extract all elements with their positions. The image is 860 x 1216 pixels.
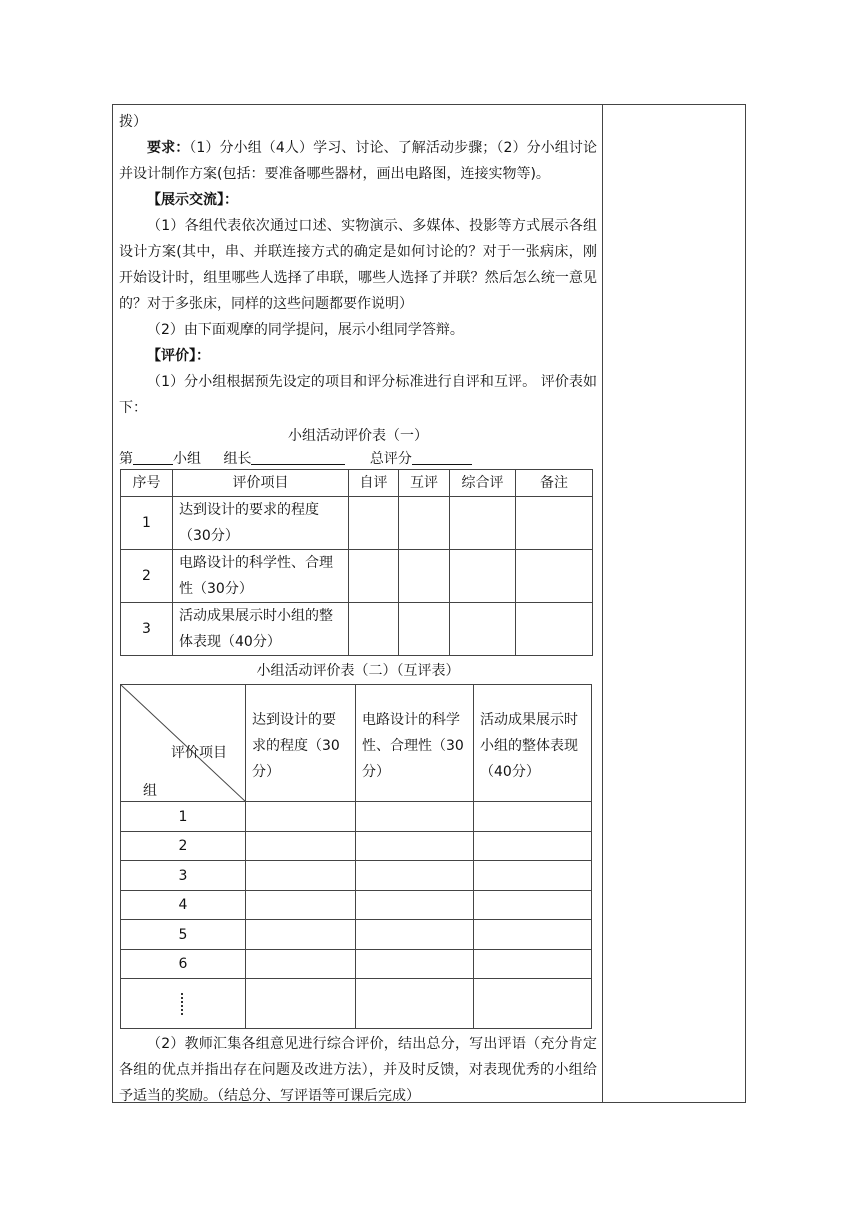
table-row	[121, 802, 592, 832]
score-cell[interactable]	[246, 832, 356, 861]
group-number: 3	[121, 861, 246, 891]
display-paragraph-2: （2）由下面观摩的同学提问，展示小组同学答辩。	[147, 322, 464, 338]
leader-blank	[251, 450, 345, 465]
group-number: 6	[121, 950, 246, 979]
requirement-paragraph	[119, 135, 597, 187]
score-cell[interactable]	[246, 861, 356, 891]
score-cell[interactable]	[356, 861, 474, 891]
remarks-cell[interactable]	[516, 550, 593, 603]
display-paragraph-1: （1）各组代表依次通过口述、实物演示、多媒体、投影等方式展示各组设计方案(其中，串、并联连接方式的确定是如何讨论的？对于一张病床，刚开始设计时，组里哪些人选择了串联，哪些人选择了并联？然后怎么统一意见的？对于多张床，同样的这些问题都要作说明）	[119, 218, 597, 312]
row-number: 1	[121, 497, 173, 550]
overall-cell[interactable]	[450, 603, 516, 656]
corner-top-label: 评价项目	[171, 745, 227, 761]
row-item: 活动成果展示时小组的整体表现（40分）	[173, 603, 349, 656]
score-cell[interactable]	[474, 861, 592, 891]
score-cell[interactable]	[246, 891, 356, 920]
score-cell[interactable]	[474, 950, 592, 979]
table2-title: 小组活动评价表（二）（互评表）	[256, 663, 460, 679]
score-cell[interactable]	[246, 802, 356, 832]
meta-prefix: 第	[119, 451, 133, 467]
table-row	[121, 497, 593, 550]
vertical-ellipsis-icon	[181, 993, 185, 1015]
score-cell[interactable]	[474, 802, 592, 832]
peer-cell[interactable]	[399, 550, 450, 603]
group-number: 1	[121, 802, 246, 832]
table-row	[121, 979, 592, 1029]
score-cell[interactable]	[246, 979, 356, 1029]
group-number: 2	[121, 832, 246, 861]
header-remarks: 备注	[516, 470, 593, 497]
lesson-plan-table	[112, 104, 746, 1103]
total-score-blank	[412, 450, 472, 465]
column-divider	[602, 105, 603, 1102]
meta-total-label: 总评分	[369, 451, 412, 467]
peer-cell[interactable]	[399, 497, 450, 550]
requirement-label: 要求：	[147, 140, 190, 156]
group-number-blank	[133, 450, 173, 465]
score-cell[interactable]	[356, 979, 474, 1029]
table1-meta-line	[119, 449, 597, 469]
score-cell[interactable]	[356, 950, 474, 979]
table-row	[121, 920, 592, 950]
score-cell[interactable]	[474, 979, 592, 1029]
display-heading: 【展示交流】：	[147, 192, 238, 208]
header-item: 评价项目	[173, 470, 349, 497]
remarks-cell[interactable]	[516, 497, 593, 550]
self-cell[interactable]	[349, 550, 399, 603]
evaluation-table-2	[120, 684, 592, 1029]
group-number: 5	[121, 920, 246, 950]
evaluation-heading: 【评价】：	[147, 348, 210, 364]
group-number: 4	[121, 891, 246, 920]
row-number: 2	[121, 550, 173, 603]
table-row	[121, 603, 593, 656]
table1-title: 小组活动评价表（一）	[288, 428, 428, 444]
evaluation-paragraph-1: （1）分小组根据预先设定的项目和评分标准进行自评和互评。 评价表如下：	[119, 374, 597, 416]
score-cell[interactable]	[356, 891, 474, 920]
row-item: 达到设计的要求的程度（30分）	[173, 497, 349, 550]
peer-cell[interactable]	[399, 603, 450, 656]
table2-header-row	[121, 685, 592, 802]
header-self: 自评	[349, 470, 399, 497]
overall-cell[interactable]	[450, 497, 516, 550]
header-overall: 综合评	[450, 470, 516, 497]
self-cell[interactable]	[349, 497, 399, 550]
table-row	[121, 832, 592, 861]
evaluation-table-1	[120, 469, 593, 656]
header-criterion-1: 达到设计的要求的程度（30分）	[246, 685, 356, 802]
row-number: 3	[121, 603, 173, 656]
header-criterion-2: 电路设计的科学性、合理性（30分）	[356, 685, 474, 802]
continuation-text: 拨）	[119, 114, 147, 130]
table-row	[121, 861, 592, 891]
self-cell[interactable]	[349, 603, 399, 656]
ellipsis-cell	[121, 979, 246, 1029]
table-row	[121, 550, 593, 603]
score-cell[interactable]	[474, 920, 592, 950]
table-row	[121, 891, 592, 920]
header-no: 序号	[121, 470, 173, 497]
score-cell[interactable]	[474, 891, 592, 920]
lesson-content	[119, 105, 597, 1109]
requirement-text: （1）分小组（4人）学习、讨论、了解活动步骤；（2）分小组讨论并设计制作方案(包括：要准备哪些器材，画出电路图，连接实物等)。	[119, 140, 597, 182]
meta-group-label: 小组	[173, 451, 201, 467]
remarks-cell[interactable]	[516, 603, 593, 656]
score-cell[interactable]	[356, 832, 474, 861]
meta-leader-label: 组长	[223, 451, 252, 467]
row-item: 电路设计的科学性、合理性（30分）	[173, 550, 349, 603]
closing-paragraph: （2）教师汇集各组意见进行综合评价，结出总分，写出评语（充分肯定各组的优点并指出存在问题及改进方法），并及时反馈，对表现优秀的小组给予适当的奖励。（结总分、写评语等可课后完成）	[119, 1036, 597, 1104]
table-row	[121, 950, 592, 979]
diagonal-header-cell	[121, 685, 246, 802]
table1-header-row	[121, 470, 593, 497]
header-peer: 互评	[399, 470, 450, 497]
score-cell[interactable]	[246, 950, 356, 979]
overall-cell[interactable]	[450, 550, 516, 603]
score-cell[interactable]	[356, 920, 474, 950]
corner-bottom-label: 组	[143, 783, 157, 799]
header-criterion-3: 活动成果展示时小组的整体表现（40分）	[474, 685, 592, 802]
score-cell[interactable]	[474, 832, 592, 861]
score-cell[interactable]	[356, 802, 474, 832]
score-cell[interactable]	[246, 920, 356, 950]
